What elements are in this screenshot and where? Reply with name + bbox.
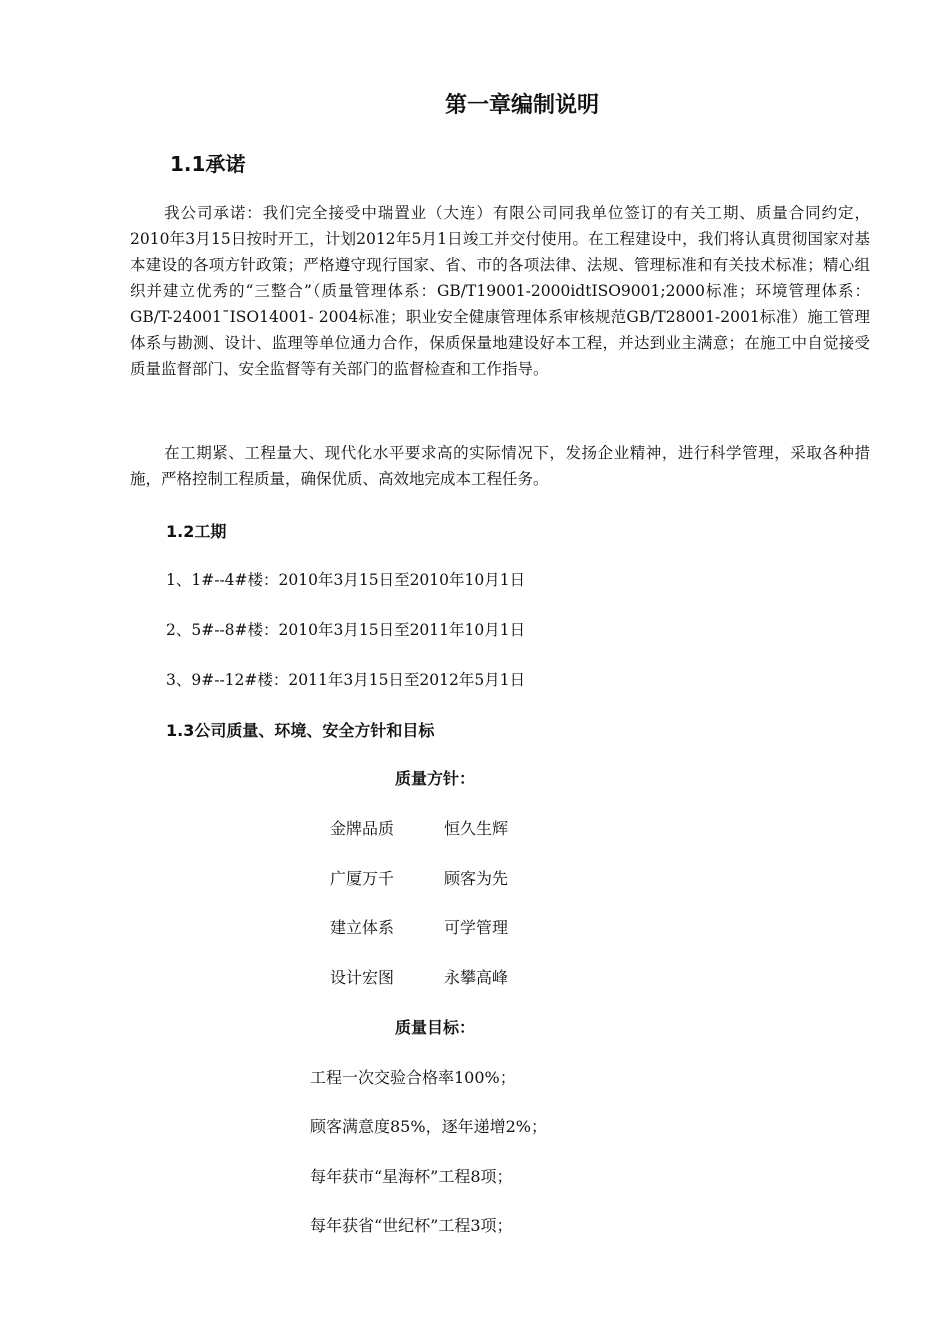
objective-item: 顾客满意度85%，逐年递增2%； [310, 1117, 547, 1136]
schedule-item: 3、9#--12#楼：2011年3月15日至2012年5月1日 [166, 671, 526, 689]
quality-objective-heading: 质量目标： [394, 1018, 475, 1037]
motto-left: 金牌品质 [330, 819, 395, 838]
section-heading-1-3: 1.3公司质量、环境、安全方针和目标 [166, 721, 435, 740]
section-heading-1-1: 1.1承诺 [170, 152, 246, 176]
motto-left: 建立体系 [330, 918, 395, 937]
policy-motto-row [330, 915, 508, 938]
objective-item: 工程一次交验合格率100%； [310, 1068, 516, 1087]
motto-left: 设计宏图 [330, 968, 395, 987]
section-heading-1-2: 1.2工期 [166, 522, 227, 541]
motto-right: 恒久生辉 [444, 819, 509, 838]
policy-motto-row [330, 866, 508, 889]
motto-right: 可学管理 [444, 918, 509, 937]
schedule-item: 1、1#--4#楼：2010年3月15日至2010年10月1日 [166, 571, 526, 589]
objective-item: 每年获市“星海杯”工程8项； [310, 1167, 513, 1186]
schedule-item: 2、5#--8#楼：2010年3月15日至2011年10月1日 [166, 621, 526, 639]
quality-policy-heading: 质量方针： [394, 769, 475, 788]
commitment-paragraph: 我公司承诺：我们完全接受中瑞置业（大连）有限公司同我单位签订的有关工期、质量合同约定，2010年3月15日按时开工，计划2012年5月1日竣工并交付使用。在工程建设中，我们将认真贯彻国家对基本建设的各项方针政策；严格遵守现行国家、省、市的各项法律、法规、管理标准和有关技术标准；精心组织并建立优秀的“三整合”（质量管理体系：GB/T19001-2000idtISO9001;2000标准；环境管理体系：GB/T-24001¯ISO14001- 2004标准；职业安全健康管理体系审核规范GB/T28001-2001标准）施工管理体系与勘测、设计、监理等单位通力合作，保质保量地建设好本工程，并达到业主满意；在施工中自觉接受质量监督部门、安全监督等有关部门的监督检查和工作指导。 [130, 204, 870, 378]
management-paragraph: 在工期紧、工程量大、现代化水平要求高的实际情况下，发扬企业精神，进行科学管理，采取各种措施，严格控制工程质量，确保优质、高效地完成本工程任务。 [130, 444, 870, 488]
chapter-title: 第一章编制说明 [444, 93, 599, 118]
policy-motto-row [330, 816, 508, 839]
motto-right: 顾客为先 [444, 869, 509, 888]
objective-item: 每年获省“世纪杯”工程3项； [310, 1216, 513, 1235]
policy-motto-row [330, 965, 508, 988]
motto-right: 永攀高峰 [444, 968, 509, 987]
motto-left: 广厦万千 [330, 869, 395, 888]
